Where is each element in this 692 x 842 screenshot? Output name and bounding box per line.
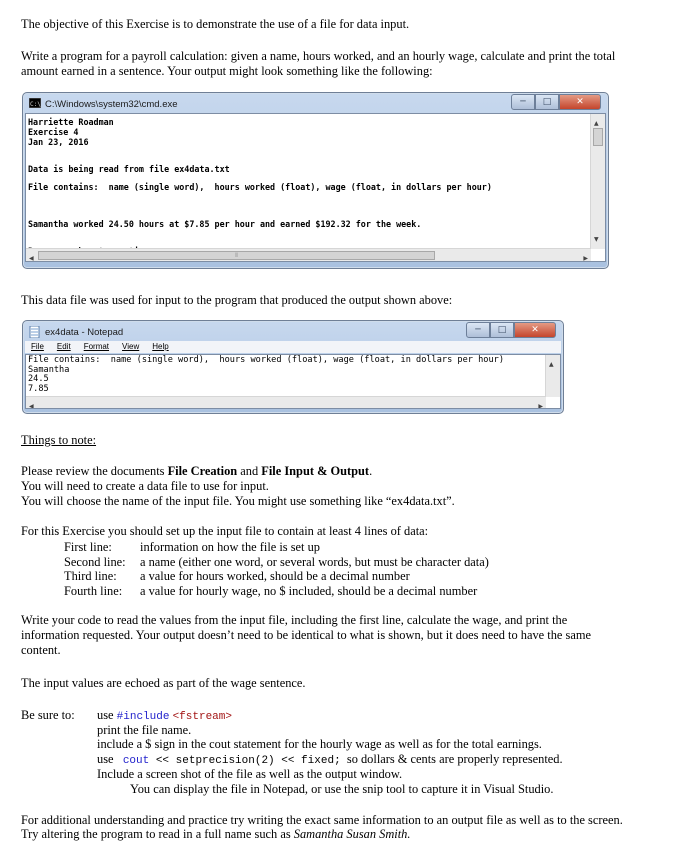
include-header: <fstream> — [172, 711, 232, 723]
use-word: use — [97, 708, 114, 722]
setup-text: a name (either one word, or several words, but must be character data) — [140, 554, 489, 569]
minimize-button[interactable]: ─ — [466, 322, 490, 338]
close-button[interactable]: ✕ — [559, 94, 601, 110]
vertical-scrollbar[interactable] — [590, 114, 605, 249]
cout-code: << setprecision(2) << fixed; — [149, 755, 341, 767]
cmd-title: C:\Windows\system32\cmd.exe — [45, 99, 178, 110]
notepad-line: 7.85 — [28, 383, 49, 394]
svg-text:C:\: C:\ — [30, 101, 41, 108]
notepad-titlebar — [23, 321, 563, 341]
scroll-right-icon[interactable]: ▶ — [538, 403, 543, 409]
scroll-up-icon[interactable]: ▲ — [594, 120, 599, 127]
try-alter-line — [21, 827, 672, 842]
include-keyword: #include — [116, 711, 170, 723]
notepad-tip-line: You can display the file in Notepad, or use the snip tool to capture it in Visual Studio. — [130, 782, 554, 796]
setup-label: Third line: — [64, 569, 117, 584]
doc-file-creation: File Creation — [167, 464, 238, 478]
cmd-line: File contains: name (single word), hours worked (float), wage (float, in dollars per hour) — [28, 182, 492, 192]
additional-text: For additional understanding and practice try writing the exact same information to an output file as well as to the screen. — [21, 813, 623, 827]
setup-table — [64, 540, 489, 598]
scroll-up-icon[interactable]: ▲ — [549, 361, 554, 368]
doc-file-input-output: File Input & Output — [261, 464, 370, 478]
menu-view[interactable]: View — [122, 342, 140, 351]
review-prefix: Please review the documents — [21, 464, 168, 478]
screenshot-line: Include a screen shot of the file as well as the output window. — [97, 767, 403, 781]
menu-format[interactable]: Format — [83, 342, 110, 351]
scroll-thumb[interactable]: ||| — [38, 251, 435, 260]
cmd-window — [22, 92, 609, 269]
scroll-thumb[interactable] — [593, 128, 603, 146]
review-line — [21, 464, 672, 479]
cmd-titlebar — [23, 93, 608, 113]
scroll-down-icon[interactable]: ▼ — [594, 236, 599, 243]
setup-row — [64, 540, 489, 555]
use-word: use — [97, 752, 114, 766]
print-name-line: print the file name. — [97, 723, 192, 737]
cout-keyword: cout — [122, 755, 150, 767]
setup-text: a value for hours worked, should be a decimal number — [140, 569, 410, 584]
maximize-button[interactable]: □ — [535, 94, 559, 110]
data-file-caption: This data file was used for input to the program that produced the output shown above: — [21, 293, 453, 307]
menu-help[interactable]: Help — [152, 342, 169, 351]
setup-text: information on how the file is set up — [140, 540, 320, 554]
scroll-left-icon[interactable]: ◀ — [29, 403, 34, 409]
notepad-line: File contains: name (single word), hours worked (float), wage (float, in dollars per hour) — [28, 355, 504, 365]
setup-row — [64, 584, 489, 599]
review-line-3: You will choose the name of the input file. You might use something like “ex4data.txt”. — [21, 494, 455, 508]
notepad-line: Samantha — [28, 364, 70, 375]
notepad-icon — [29, 326, 41, 336]
minimize-button[interactable]: ─ — [511, 94, 535, 110]
setup-intro: For this Exercise you should set up the input file to contain at least 4 lines of data: — [21, 524, 429, 538]
notepad-window — [22, 320, 564, 414]
setup-label: Second line: — [64, 554, 126, 569]
intro-text: The objective of this Exercise is to demonstrate the use of a file for data input. — [21, 17, 410, 31]
horizontal-scrollbar[interactable] — [26, 248, 591, 261]
cmd-line: Data is being read from file ex4data.txt — [28, 164, 230, 174]
maximize-button[interactable]: □ — [490, 322, 514, 338]
dollar-sign-line: include a $ sign in the cout statement for the hourly wage as well as for the total earnings. — [97, 737, 542, 751]
try-alter-text: Try altering the program to read in a full name such as — [21, 827, 294, 841]
review-suffix: . — [369, 464, 373, 478]
cmd-console[interactable] — [25, 113, 606, 262]
cmd-line: Harriette Roadman — [28, 117, 114, 127]
cmd-icon — [29, 98, 41, 108]
vertical-scrollbar[interactable] — [545, 355, 560, 397]
scroll-left-icon[interactable]: ◀ — [29, 255, 34, 262]
review-line-2: You will need to create a data file to use for input. — [21, 479, 269, 493]
be-sure-label: Be sure to: — [21, 708, 75, 722]
things-heading: Things to note: — [21, 433, 97, 447]
notepad-editor[interactable] — [25, 354, 561, 409]
setup-row — [64, 569, 489, 584]
menu-edit[interactable]: Edit — [56, 342, 71, 351]
cout-note: so dollars & cents are properly represented. — [346, 752, 563, 766]
write-code-text: Write your code to read the values from the input file, including the first line, calculate the wage, and print the information requested. Your output doesn’t need to be identical to what is shown, but it does need to have the same content. — [21, 613, 591, 657]
notepad-title: ex4data - Notepad — [45, 327, 124, 338]
close-button[interactable]: ✕ — [514, 322, 556, 338]
horizontal-scrollbar[interactable] — [26, 396, 546, 408]
task-text: Write a program for a payroll calculation: given a name, hours worked, and an hourly wage, calculate and print the total amount earned in a sentence. Your output might look something like the following: — [21, 49, 616, 78]
review-and: and — [237, 464, 262, 478]
setup-row — [64, 555, 489, 570]
setup-label: Fourth line: — [64, 583, 123, 598]
cmd-line: Exercise 4 — [28, 127, 79, 137]
cmd-line: Jan 23, 2016 — [28, 137, 89, 147]
notepad-line: 24.5 — [28, 374, 49, 385]
notepad-menubar — [25, 341, 561, 353]
setup-text: a value for hourly wage, no $ included, should be a decimal number — [140, 583, 478, 598]
full-name-example: Samantha Susan Smith. — [293, 827, 411, 841]
scroll-right-icon[interactable]: ▶ — [583, 255, 588, 262]
setup-label: First line: — [64, 540, 112, 554]
echo-note: The input values are echoed as part of the wage sentence. — [21, 676, 306, 690]
cmd-line: Samantha worked 24.50 hours at $7.85 per hour and earned $192.32 for the week. — [28, 219, 422, 229]
menu-file[interactable]: File — [31, 342, 44, 351]
